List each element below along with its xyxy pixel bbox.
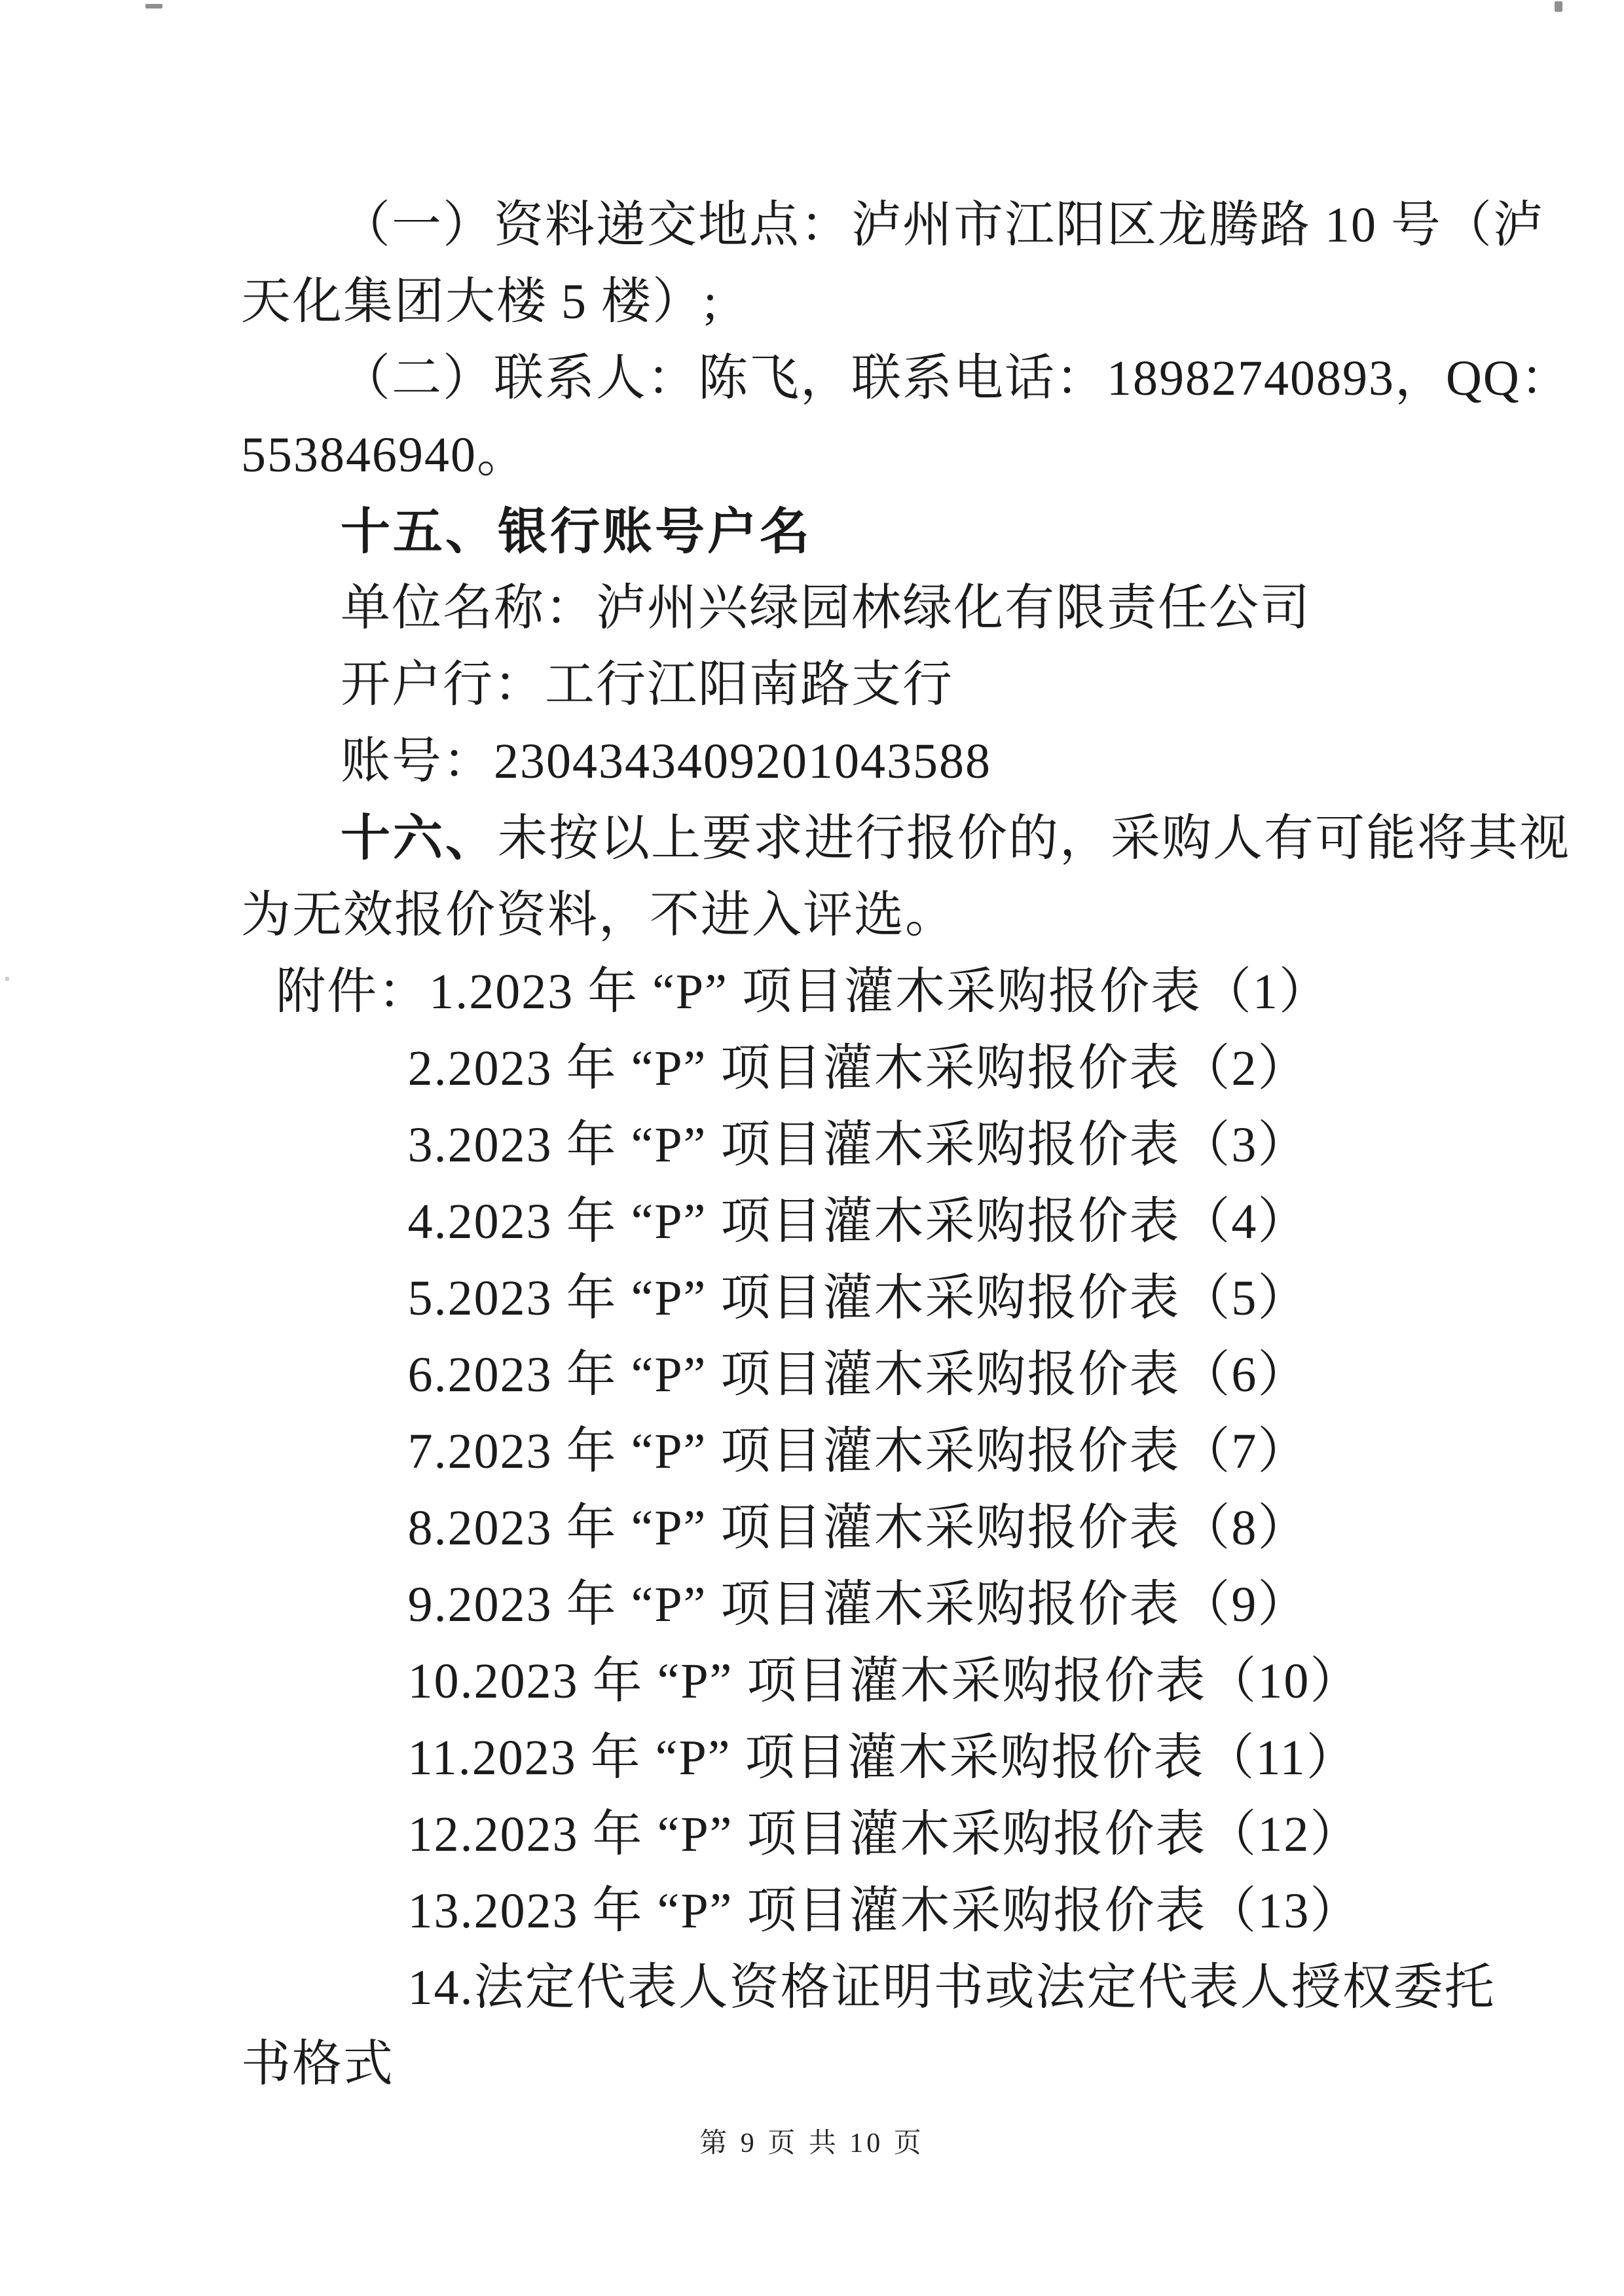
paragraph-text: 单位名称：泸州兴绿园林绿化有限责任公司 [341,581,1311,636]
attachment-text: 6.2023 年 “P” 项目灌木采购报价表（6） [407,1347,1309,1402]
attachment-list-item-8 [241,1490,1532,1567]
paragraph-text: 账号：2304343409201043588 [341,734,991,789]
attachment-text: 11.2023 年 “P” 项目灌木采购报价表（11） [407,1730,1357,1785]
attachment-list-item-1 [241,954,1532,1030]
paragraph-text: （二）联系人：陈飞，联系电话：18982740893，QQ： [341,351,1572,406]
paragraph-contact-wrap [241,417,1532,494]
paragraph-text: 为无效报价资料，不进入评选。 [241,888,956,943]
paragraph-account-number [241,723,1532,800]
attachment-text: 7.2023 年 “P” 项目灌木采购报价表（7） [407,1424,1309,1479]
attachment-label: 附件： [276,964,430,1019]
paragraph-bank-branch [241,647,1532,723]
attachment-text: 14.法定代表人资格证明书或法定代表人授权委托 [407,1960,1496,2015]
attachment-list-item-14-wrap [241,2026,1532,2103]
page-number-footer [0,2121,1624,2160]
page-number-text: 第 9 页 共 10 页 [699,2128,925,2159]
scan-artifact [1555,1,1562,12]
paragraph-text: 天化集团大楼 5 楼）; [241,274,719,329]
attachment-text: 9.2023 年 “P” 项目灌木采购报价表（9） [407,1577,1309,1632]
paragraph-text: 开户行：工行江阳南路支行 [341,657,953,712]
paragraph-text: 553846940。 [241,428,528,483]
attachment-list-item-11 [241,1720,1532,1796]
attachment-text: 书格式 [241,2037,394,2092]
attachment-list-item-13 [241,1873,1532,1950]
attachment-list-item-9 [241,1567,1532,1643]
paragraph-company-name [241,570,1532,647]
attachment-text: 2.2023 年 “P” 项目灌木采购报价表（2） [407,1041,1309,1096]
attachment-list-item-6 [241,1337,1532,1413]
attachment-list-item-4 [241,1184,1532,1260]
section-16-paragraph-wrap [241,877,1532,954]
attachment-list-item-5 [241,1260,1532,1337]
paragraph-submission-address [241,187,1544,264]
attachment-list-item-10 [241,1643,1532,1720]
attachment-text: 3.2023 年 “P” 项目灌木采购报价表（3） [407,1118,1309,1173]
attachment-list-item-7 [241,1413,1532,1490]
attachment-text: 4.2023 年 “P” 项目灌木采购报价表（4） [407,1194,1309,1249]
attachment-list-item-3 [241,1107,1532,1184]
scan-artifact [145,4,162,9]
attachment-text: 5.2023 年 “P” 项目灌木采购报价表（5） [407,1271,1309,1326]
attachment-text: 13.2023 年 “P” 项目灌木采购报价表（13） [407,1884,1361,1939]
scan-artifact [5,977,9,981]
document-body [241,187,1572,2103]
attachment-text: 8.2023 年 “P” 项目灌木采购报价表（8） [407,1501,1309,1556]
heading-text: 十五、银行账号户名 [341,504,812,560]
section-15-heading [241,494,1532,570]
attachment-text: 12.2023 年 “P” 项目灌木采购报价表（12） [407,1807,1361,1862]
attachment-list-item-14 [241,1950,1532,2026]
paragraph-submission-address-wrap [241,264,1532,340]
paragraph-contact [241,340,1572,417]
section-16-number: 十六、 [341,811,498,866]
attachment-list-item-12 [241,1796,1532,1873]
attachment-text: 1.2023 年 “P” 项目灌木采购报价表（1） [429,964,1330,1019]
section-16-paragraph [241,800,1570,877]
attachment-list-item-2 [241,1030,1532,1107]
attachment-text: 10.2023 年 “P” 项目灌木采购报价表（10） [407,1654,1361,1709]
paragraph-text: 未按以上要求进行报价的，采购人有可能将其视 [498,811,1570,866]
paragraph-text: （一）资料递交地点：泸州市江阳区龙腾路 10 号（泸 [341,198,1544,253]
